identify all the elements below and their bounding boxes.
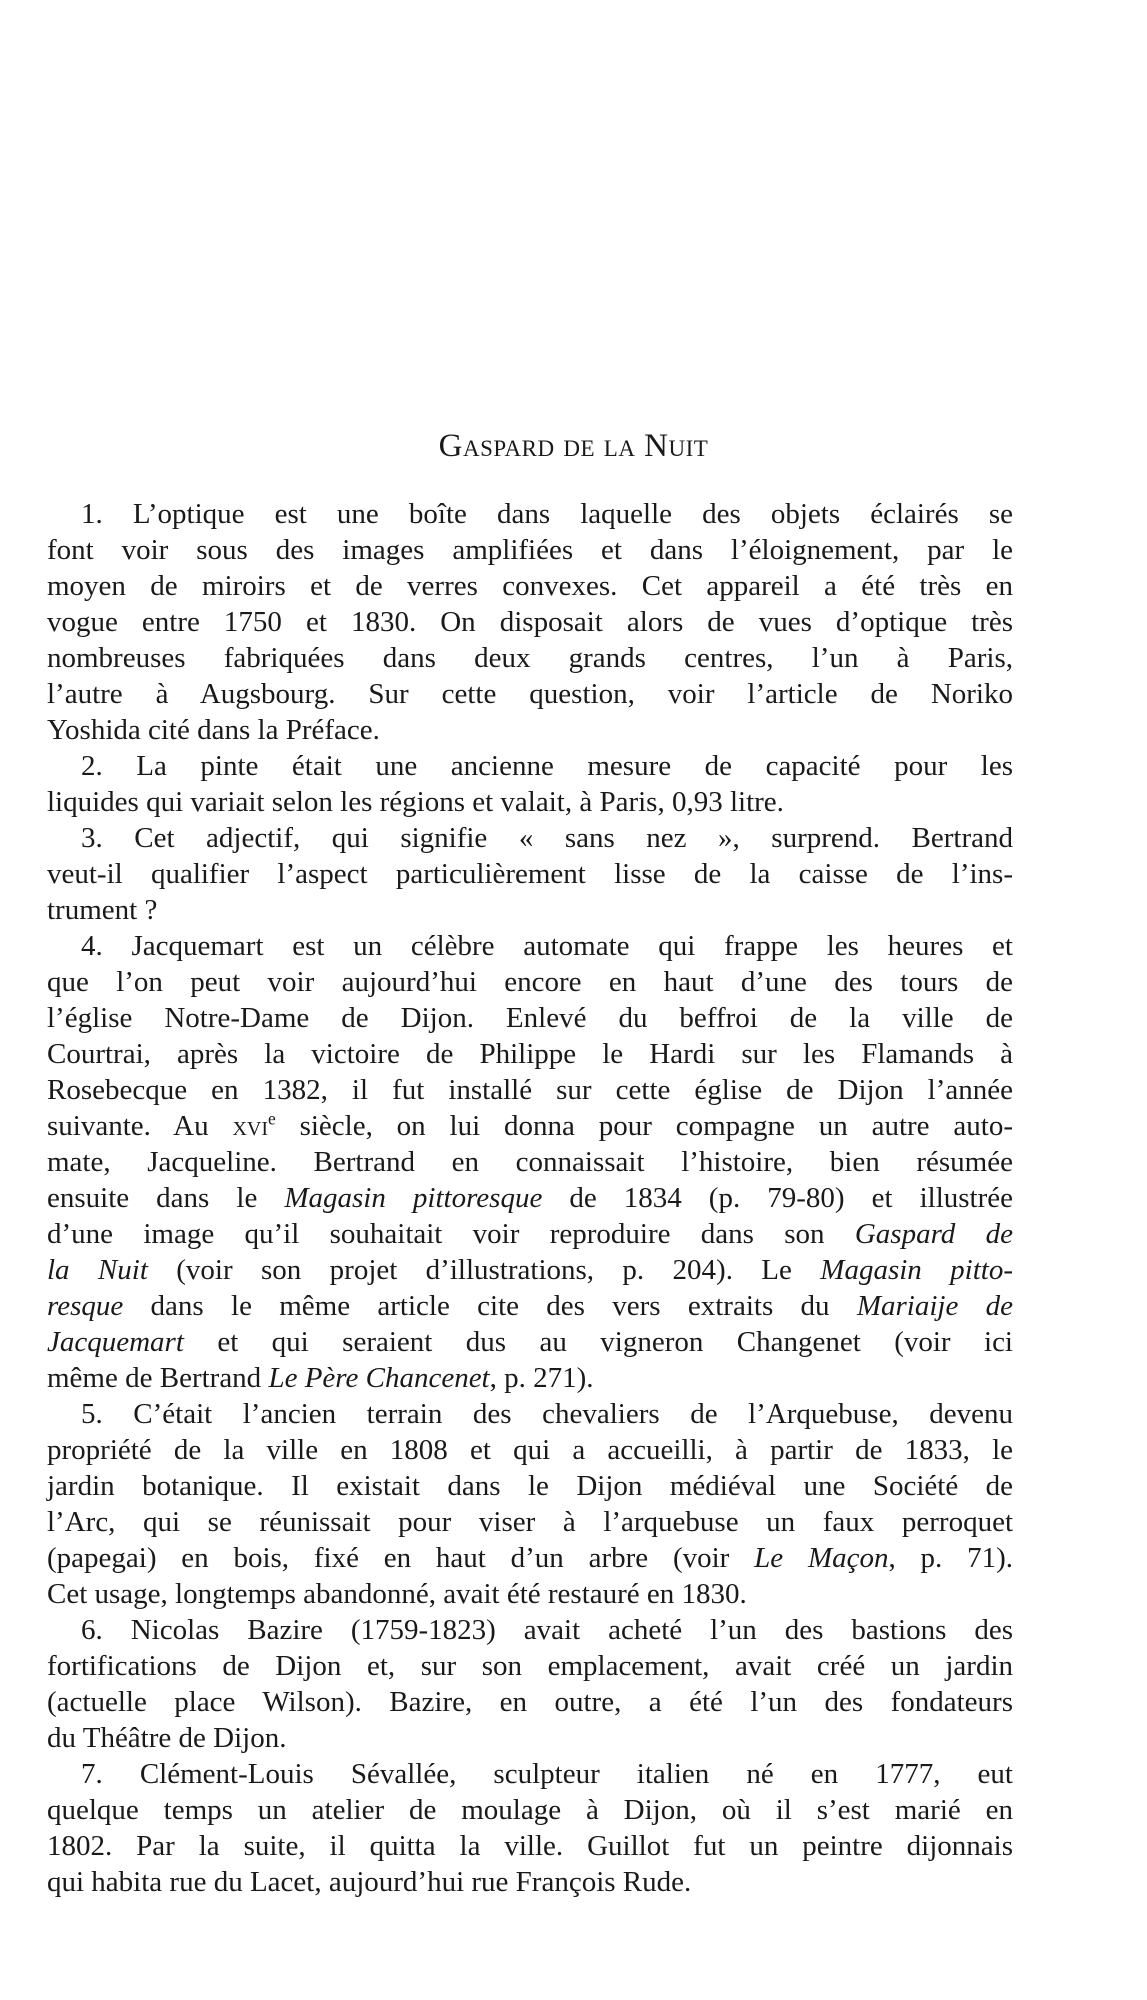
text-segment: xvi	[232, 1110, 268, 1142]
note-line	[47, 1396, 1013, 1432]
note-line	[47, 712, 1013, 748]
text-segment: mate, Jacqueline. Bertrand en connaissait l’histoire, bien résumée	[47, 1146, 1013, 1178]
note-line	[47, 1612, 1013, 1648]
text-segment: l’église Notre-Dame de Dijon. Enlevé du beffroi de la ville de	[47, 1002, 1013, 1034]
text-segment: , p. 271).	[489, 1362, 594, 1394]
note-line	[47, 1216, 1013, 1252]
text-segment: fortifications de Dijon et, sur son emplacement, avait créé un jardin	[47, 1650, 1013, 1682]
text-segment: trument ?	[47, 894, 158, 926]
text-segment: nombreuses fabriquées dans deux grands centres, l’un à Paris,	[47, 642, 1013, 674]
note-1	[47, 496, 1013, 748]
text-segment: et qui seraient dus au vigneron Changenet (voir ici	[183, 1326, 1013, 1358]
text-segment: l’autre à Augsbourg. Sur cette question, voir l’article de Noriko	[47, 678, 1013, 710]
note-5	[47, 1396, 1013, 1612]
text-segment: Cet usage, longtemps abandonné, avait été restauré en 1830.	[47, 1578, 747, 1610]
note-2	[47, 748, 1013, 820]
note-line	[47, 1720, 1013, 1756]
text-segment: font voir sous des images amplifiées et dans l’éloignement, par le	[47, 534, 1013, 566]
note-line	[47, 1540, 1013, 1576]
text-segment: 7. Clément-Louis Sévallée, sculpteur italien né en 1777, eut	[81, 1758, 1013, 1790]
text-segment: siècle, on lui donna pour compagne un autre auto-	[275, 1110, 1013, 1142]
note-line	[47, 1324, 1013, 1360]
text-segment: d’une image qu’il souhaitait voir reproduire dans son	[47, 1218, 855, 1250]
note-line	[47, 676, 1013, 712]
italic-title: la Nuit	[47, 1254, 148, 1286]
note-line	[47, 928, 1013, 964]
note-line	[47, 1576, 1013, 1612]
text-segment: , p. 71).	[888, 1542, 1013, 1574]
text-segment: vogue entre 1750 et 1830. On disposait alors de vues d’optique très	[47, 606, 1013, 638]
italic-title: Le Père Chancenet	[268, 1362, 490, 1394]
note-line	[47, 496, 1013, 532]
text-segment: suivante. Au	[47, 1110, 233, 1142]
text-segment: l’Arc, qui se réunissait pour viser à l’arquebuse un faux perroquet	[47, 1506, 1013, 1538]
italic-title: Magasin pittoresque	[284, 1182, 543, 1214]
italic-title: Jacquemart	[47, 1326, 184, 1358]
text-segment: Yoshida cité dans la Préface.	[47, 714, 380, 746]
note-line	[47, 1648, 1013, 1684]
text-segment: 3. Cet adjectif, qui signifie « sans nez », surprend. Bertrand	[81, 822, 1013, 854]
note-line	[47, 856, 1013, 892]
italic-title: Le Maçon	[754, 1542, 889, 1574]
note-line	[47, 1108, 1013, 1144]
text-segment: (voir son projet d’illustrations, p. 204). Le	[147, 1254, 821, 1286]
text-segment: 1802. Par la suite, il quitta la ville. Guillot fut un peintre dijonnais	[47, 1830, 1013, 1862]
note-line	[47, 568, 1013, 604]
note-3	[47, 820, 1013, 928]
text-segment: veut-il qualifier l’aspect particulièrement lisse de la caisse de l’ins-	[47, 858, 1013, 890]
text-segment: propriété de la ville en 1808 et qui a accueilli, à partir de 1833, le	[47, 1434, 1013, 1466]
note-7	[47, 1756, 1013, 1900]
text-segment: liquides qui variait selon les régions et valait, à Paris, 0,93 litre.	[47, 786, 784, 818]
note-line	[47, 1792, 1013, 1828]
note-line	[47, 1432, 1013, 1468]
note-line	[47, 1864, 1013, 1900]
note-line	[47, 1468, 1013, 1504]
italic-title: Mariaije de	[856, 1290, 1014, 1322]
text-segment: 6. Nicolas Bazire (1759-1823) avait acheté l’un des bastions des	[81, 1614, 1013, 1646]
text-segment: que l’on peut voir aujourd’hui encore en haut d’une des tours de	[47, 966, 1013, 998]
italic-title: Gaspard de	[854, 1218, 1013, 1250]
note-line	[47, 784, 1013, 820]
note-line	[47, 1288, 1013, 1324]
note-line	[47, 1036, 1013, 1072]
note-6	[47, 1612, 1013, 1756]
note-line	[47, 820, 1013, 856]
text-segment: quelque temps un atelier de moulage à Dijon, où il s’est marié en	[47, 1794, 1013, 1826]
note-line	[47, 532, 1013, 568]
text-segment: 4. Jacquemart est un célèbre automate qui frappe les heures et	[81, 930, 1013, 962]
text-segment: 2. La pinte était une ancienne mesure de capacité pour les	[81, 750, 1013, 782]
text-segment: même de Bertrand	[47, 1362, 269, 1394]
text-segment: de 1834 (p. 79-80) et illustrée	[542, 1182, 1013, 1214]
note-line	[47, 1684, 1013, 1720]
text-segment: (papegai) en bois, fixé en haut d’un arbre (voir	[47, 1542, 755, 1574]
text-segment: 5. C’était l’ancien terrain des chevaliers de l’Arquebuse, devenu	[81, 1398, 1013, 1430]
note-line	[47, 1252, 1013, 1288]
text-segment: e	[267, 1108, 276, 1129]
text-segment: moyen de miroirs et de verres convexes. Cet appareil a été très en	[47, 570, 1013, 602]
note-line	[47, 1144, 1013, 1180]
note-line	[47, 1360, 1013, 1396]
note-line	[47, 1828, 1013, 1864]
text-segment: qui habita rue du Lacet, aujourd’hui rue François Rude.	[47, 1866, 692, 1898]
text-segment: Rosebecque en 1382, il fut installé sur cette église de Dijon l’année	[47, 1074, 1013, 1106]
text-segment: du Théâtre de Dijon.	[47, 1722, 287, 1754]
note-line	[47, 1180, 1013, 1216]
text-segment: ensuite dans le	[47, 1182, 285, 1214]
note-line	[47, 1000, 1013, 1036]
italic-title: resque	[47, 1290, 124, 1322]
text-segment: (actuelle place Wilson). Bazire, en outre, a été l’un des fondateurs	[47, 1686, 1013, 1718]
text-segment: jardin botanique. Il existait dans le Dijon médiéval une Société de	[47, 1470, 1013, 1502]
note-line	[47, 1072, 1013, 1108]
notes-body	[47, 496, 1013, 1900]
text-segment: dans le même article cite des vers extraits du	[123, 1290, 857, 1322]
note-line	[47, 604, 1013, 640]
note-line	[47, 1504, 1013, 1540]
italic-title: Magasin pitto-	[820, 1254, 1013, 1286]
page-title: Gaspard de la Nuit	[438, 428, 709, 464]
note-4	[47, 928, 1013, 1396]
note-line	[47, 748, 1013, 784]
note-line	[47, 640, 1013, 676]
note-line	[47, 964, 1013, 1000]
note-line	[47, 1756, 1013, 1792]
text-segment: 1. L’optique est une boîte dans laquelle des objets éclairés se	[81, 498, 1013, 530]
text-segment: Courtrai, après la victoire de Philippe le Hardi sur les Flamands à	[47, 1038, 1013, 1070]
note-line	[47, 892, 1013, 928]
